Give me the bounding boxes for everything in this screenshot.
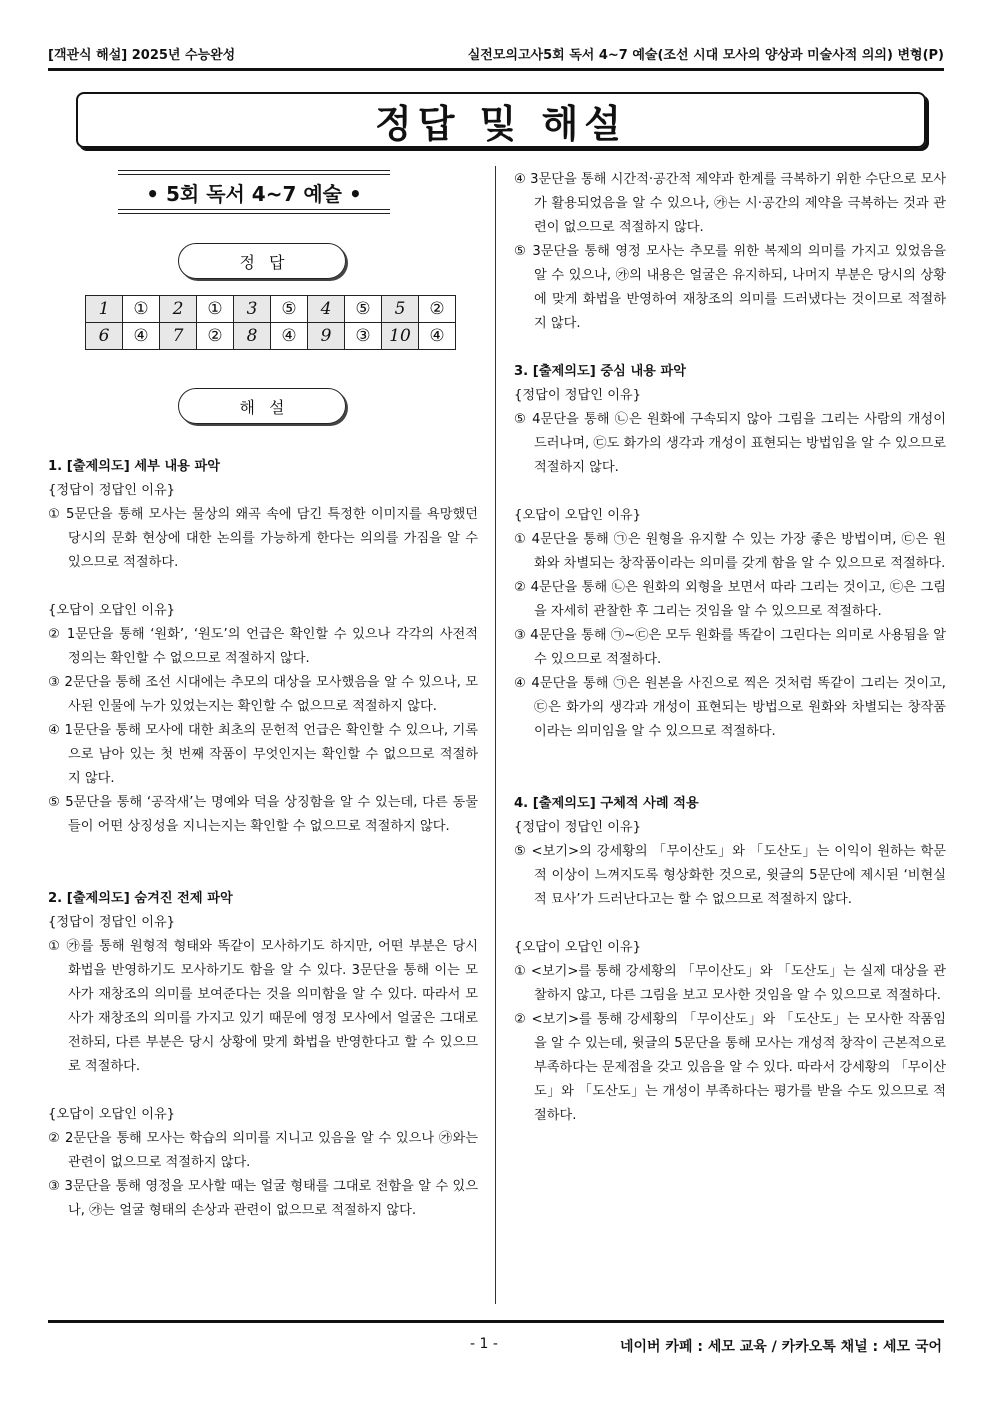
q2-correct-item: ① ㉮를 통해 원형적 형태와 똑같이 모사하기도 하지만, 어떤 부분은 당시 화법을 반영하기도 모사하기도 함을 알 수 있다. 3문단을 통해 이는 모사가 재창조의 의미를 보여준다는 것을 의미함을 알 수 있다. 따라서 모사가 재창조의 의미를 가지고 있기 때문에 영정 모사에서 얼굴은 그대로 전하되, 다른 부분은 당시 상황에 맞게 화법을 반영한다고 할 수 있으므로 적절하다. (48, 939, 478, 1074)
answer-choice: ⑤ (345, 296, 382, 323)
section-title: • 5회 독서 4~7 예술 • (146, 181, 362, 206)
q3-wrong-item: ④ 4문단을 통해 ㉠은 원본을 사진으로 찍은 것처럼 똑같이 그리는 것이고, ㉢은 화가의 생각과 개성이 표현되는 방법으로 원화와 차별되는 창작품이라는 의미임을 알 수 있으므로 적절하다. (514, 676, 946, 739)
header-right: 실전모의고사5회 독서 4~7 예술(조선 시대 모사의 양상과 미술사적 의의) 변형(P) (467, 48, 944, 63)
answer-choice: ④ (123, 323, 160, 350)
q3-correct-heading: {정답이 정답인 이유} (514, 388, 642, 403)
left-column (48, 455, 478, 1223)
question-number: 7 (160, 323, 197, 350)
q3-wrong-heading: {오답이 오답인 이유} (514, 508, 642, 523)
q2-wrong-item: ③ 3문단을 통해 영정을 모사할 때는 얼굴 형태를 그대로 전함을 알 수 있으나, ㉮는 얼굴 형태의 손상과 관련이 없으므로 적절하지 않다. (48, 1179, 478, 1218)
answer-row-1 (86, 296, 456, 323)
answer-choice: ③ (345, 323, 382, 350)
q4-title: 4. [출제의도] 구체적 사례 적용 (514, 796, 699, 811)
page-number: - 1 - (470, 1336, 498, 1352)
header-rule (48, 68, 944, 71)
question-number: 8 (234, 323, 271, 350)
q2-wrong-item: ④ 3문단을 통해 시간적·공간적 제약과 한계를 극복하기 위한 수단으로 모사가 활용되었음을 알 수 있으나, ㉮는 시·공간의 제약을 극복하는 것과 관련이 없으므로 적절하지 않다. (514, 172, 946, 235)
answer-choice: ② (197, 323, 234, 350)
answer-row-2 (86, 323, 456, 350)
question-number: 6 (86, 323, 123, 350)
q1-wrong-item: ④ 1문단을 통해 모사에 대한 최초의 문헌적 언급은 확인할 수 있으나, 기록으로 남아 있는 첫 번째 작품이 무엇인지는 확인할 수 없으므로 적절하지 않다. (48, 723, 478, 786)
q2-wrong-heading: {오답이 오답인 이유} (48, 1107, 176, 1122)
page-title: 정답 및 해설 (375, 101, 627, 146)
q2-title: 2. [출제의도] 숨겨진 전제 파악 (48, 891, 233, 906)
footer-credit: 네이버 카페 : 세모 교육 / 카카오톡 채널 : 세모 국어 (619, 1339, 942, 1355)
answer-choice: ① (123, 296, 160, 323)
question-number: 10 (382, 323, 419, 350)
answer-choice: ② (419, 296, 456, 323)
q2-correct-heading: {정답이 정답인 이유} (48, 915, 176, 930)
q4-wrong-item: ② <보기>를 통해 강세황의 「무이산도」와 「도산도」는 모사한 작품임을 알 수 있는데, 윗글의 5문단을 통해 모사는 개성적 창작이 근본적으로 부족하다는 문제점을 갖고 있음을 알 수 있다. 따라서 강세황의 「무이산도」와 「도산도」는 개성이 부족하다는 평가를 받을 수도 있으므로 적절하다. (514, 1012, 946, 1123)
answer-choice: ① (197, 296, 234, 323)
q1-title: 1. [출제의도] 세부 내용 파악 (48, 459, 220, 474)
q1-wrong-item: ③ 2문단을 통해 조선 시대에는 추모의 대상을 모사했음을 알 수 있으나, 모사된 인물에 누가 있었는지는 확인할 수 없으므로 적절하지 않다. (48, 675, 478, 714)
header-left: [객관식 해설] 2025년 수능완성 (48, 48, 236, 63)
q1-wrong-item: ② 1문단을 통해 ‘원화’, ‘원도’의 언급은 확인할 수 있으나 각각의 사전적 정의는 확인할 수 없으므로 적절하지 않다. (48, 627, 478, 666)
question-number: 5 (382, 296, 419, 323)
q1-wrong-heading: {오답이 오답인 이유} (48, 603, 176, 618)
question-number: 9 (308, 323, 345, 350)
q3-title: 3. [출제의도] 중심 내용 파악 (514, 364, 686, 379)
page-header (48, 44, 944, 66)
q3-wrong-item: ② 4문단을 통해 ㉡은 원화의 외형을 보면서 따라 그리는 것이고, ㉢은 그림을 자세히 관찰한 후 그리는 것임을 알 수 있으므로 적절하다. (514, 580, 946, 619)
column-divider (495, 166, 496, 1304)
q2-wrong-item: ⑤ 3문단을 통해 영정 모사는 추모를 위한 복제의 의미를 가지고 있었음을 알 수 있으나, ㉮의 내용은 얼굴은 유지하되, 나머지 부분은 당시의 상황에 맞게 화법을 반영하여 재창조의 의미를 드러냈다는 것이므로 적절하지 않다. (514, 244, 946, 331)
q4-wrong-item: ① <보기>를 통해 강세황의 「무이산도」와 「도산도」는 실제 대상을 관찰하지 않고, 다른 그림을 보고 모사한 것임을 알 수 있으므로 적절하다. (514, 964, 946, 1003)
q3-wrong-item: ③ 4문단을 통해 ㉠~㉢은 모두 원화를 똑같이 그린다는 의미로 사용됨을 알 수 있으므로 적절하다. (514, 628, 946, 667)
footer-rule (48, 1320, 944, 1323)
q1-correct-heading: {정답이 정답인 이유} (48, 483, 176, 498)
q4-correct-heading: {정답이 정답인 이유} (514, 820, 642, 835)
answer-choice: ④ (271, 323, 308, 350)
q3-wrong-item: ① 4문단을 통해 ㉠은 원형을 유지할 수 있는 가장 좋은 방법이며, ㉢은 원화와 차별되는 창작품이라는 의미를 갖게 함을 알 수 있으므로 적절하다. (514, 532, 946, 571)
q2-wrong-item: ② 2문단을 통해 모사는 학습의 의미를 지니고 있음을 알 수 있으나 ㉮와는 관련이 없으므로 적절하지 않다. (48, 1131, 478, 1170)
right-column (514, 168, 946, 1128)
q4-correct-item: ⑤ <보기>의 강세황의 「무이산도」와 「도산도」는 이익이 원하는 학문적 이상이 느껴지도록 형상화한 것으로, 윗글의 5문단에 제시된 ‘비현실적 묘사’가 드러난다고는 할 수 없으므로 적절하지 않다. (514, 844, 946, 907)
answer-table (85, 295, 456, 350)
explain-label: 해설 (178, 388, 346, 424)
question-number: 4 (308, 296, 345, 323)
answer-choice: ④ (419, 323, 456, 350)
q1-correct-item: ① 5문단을 통해 모사는 물상의 왜곡 속에 담긴 특정한 이미지를 욕망했던 당시의 문화 현상에 대한 논의를 가능하게 한다는 의의를 가짐을 알 수 있으므로 적절하다. (48, 507, 478, 570)
q1-wrong-item: ⑤ 5문단을 통해 ‘공작새’는 명예와 덕을 상징함을 알 수 있는데, 다른 동물들이 어떤 상징성을 지니는지는 확인할 수 없으므로 적절하지 않다. (48, 795, 478, 834)
answer-label: 정답 (178, 243, 346, 279)
question-number: 3 (234, 296, 271, 323)
q4-wrong-heading: {오답이 오답인 이유} (514, 940, 642, 955)
section-title-box (118, 170, 390, 214)
question-number: 1 (86, 296, 123, 323)
question-number: 2 (160, 296, 197, 323)
title-box (76, 92, 926, 148)
answer-choice: ⑤ (271, 296, 308, 323)
q3-correct-item: ⑤ 4문단을 통해 ㉡은 원화에 구속되지 않아 그림을 그리는 사람의 개성이 드러나며, ㉢도 화가의 생각과 개성이 표현되는 방법임을 알 수 있으므로 적절하지 않다. (514, 412, 946, 475)
